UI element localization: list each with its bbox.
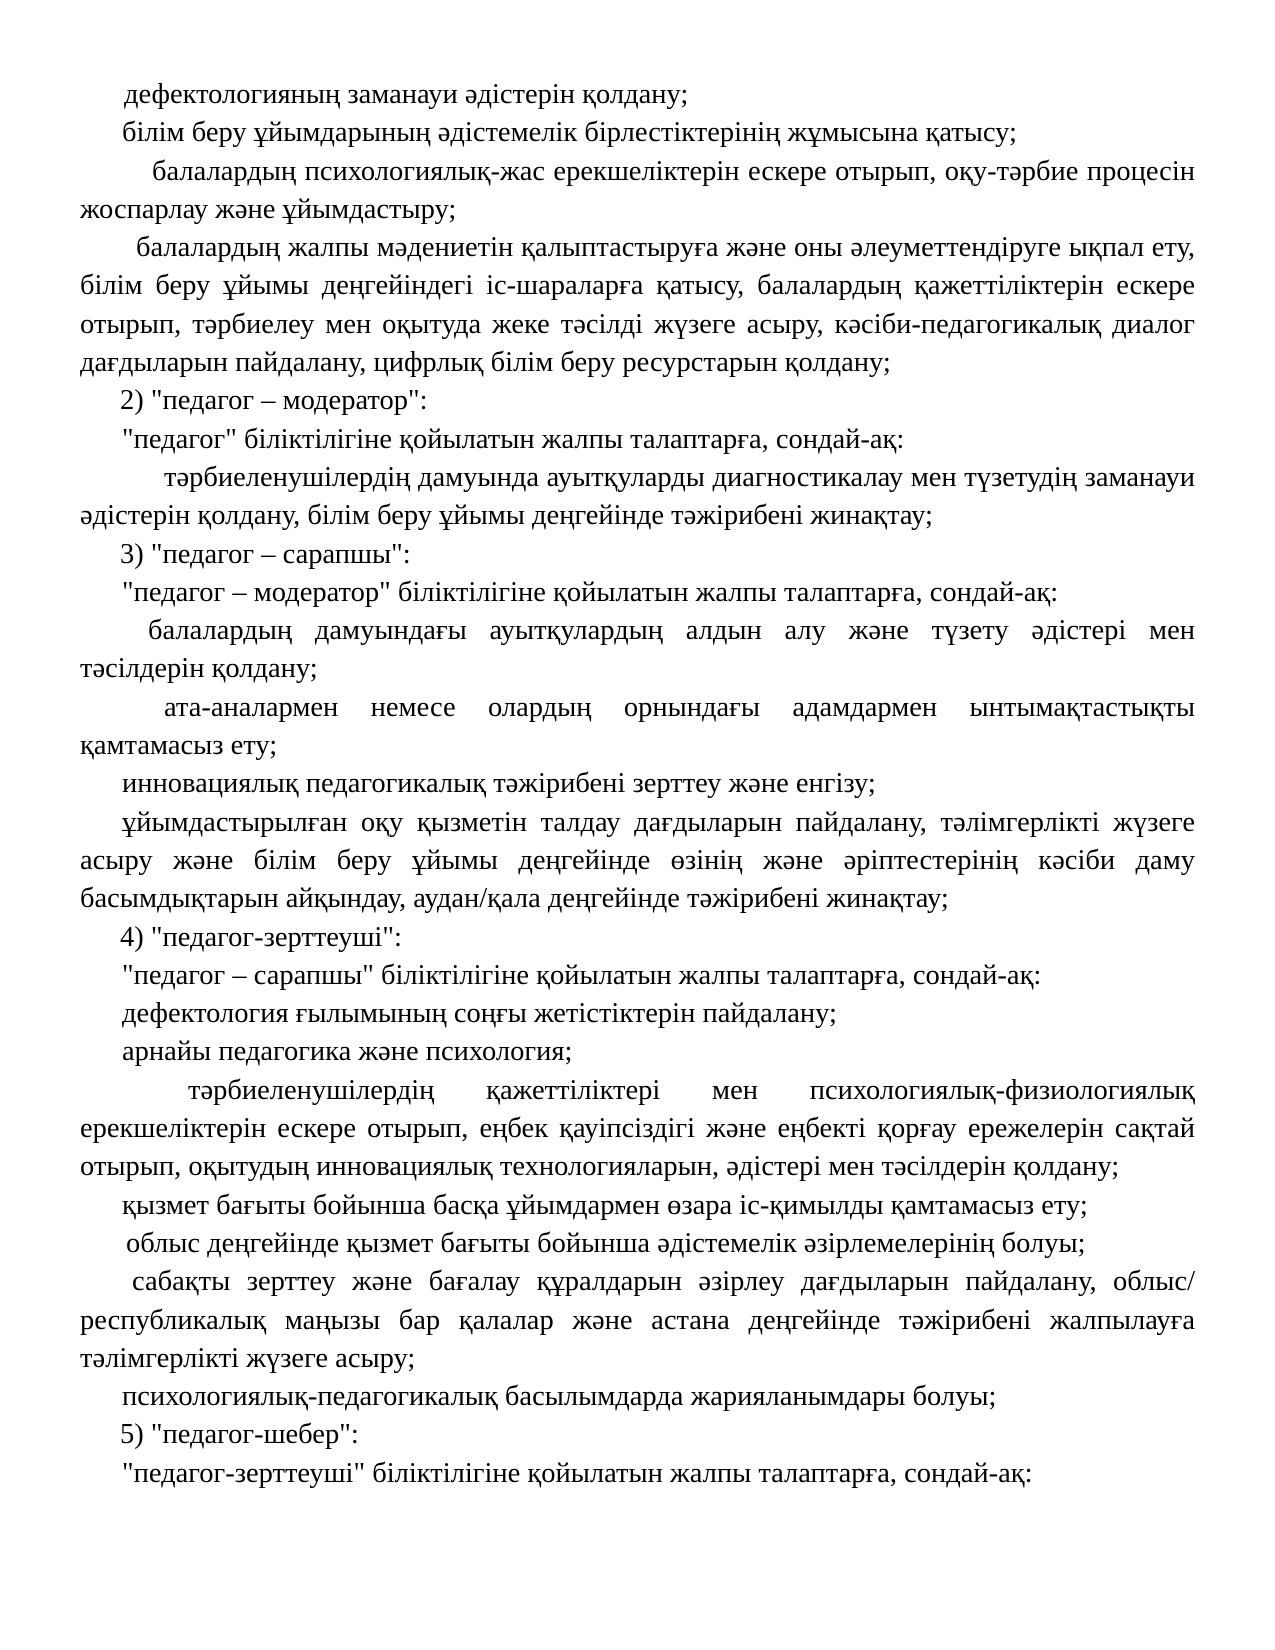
- paragraph: дефектологияның заманауи әдістерін қолдану;: [124, 79, 689, 110]
- paragraph: балалардың психологиялық-жас ерекшеліктерін ескере отырып, оқу-тәрбие процесін жоспарлау және ұйымдастыру;: [80, 155, 1195, 225]
- paragraph: 2) "педагог – модератор":: [120, 385, 428, 417]
- paragraph: 4) "педагог-зерттеуші":: [120, 921, 402, 953]
- paragraph: қызмет бағыты бойынша басқа ұйымдармен өзара іс-қимылды қамтамасыз ету;: [122, 1189, 1088, 1221]
- paragraph: 3) "педагог – сарапшы":: [120, 538, 411, 570]
- paragraph: білім беру ұйымдарының әдістемелік бірлестіктерінің жұмысына қатысу;: [122, 117, 1017, 149]
- paragraph: облыс деңгейінде қызмет бағыты бойынша әдістемелік әзірлемелерінің болуы;: [126, 1227, 1086, 1259]
- paragraph: "педагог – сарапшы" біліктілігіне қойылатын жалпы талаптарға, сондай-ақ:: [122, 959, 1042, 991]
- paragraph: арнайы педагогика және психология;: [122, 1036, 573, 1068]
- paragraph: "педагог – модератор" біліктілігіне қойылатын жалпы талаптарға, сондай-ақ:: [122, 576, 1059, 608]
- paragraph: дефектология ғылымының соңғы жетістіктерін пайдалану;: [122, 998, 837, 1030]
- paragraph: балалардың жалпы мәдениетін қалыптастыруға және оны әлеуметтендіруге ықпал ету, білім беру ұйымы деңгейіндегі іс-шараларға қатысу, балалардың қажеттіліктерін ескере отырып, тәрбиелеу мен оқытуда жеке тәсілді жүзеге асыру, кәсіби-педагогикалық диалог дағдыларын пайдалану, цифрлық білім беру ресурстарын қолдану;: [80, 232, 1195, 379]
- paragraph: тәрбиеленушілердің дамуында ауытқуларды диагностикалау мен түзетудің заманауи әдістерін қолдану, білім беру ұйымы деңгейінде тәжірибені жинақтау;: [80, 461, 1195, 532]
- paragraph: сабақты зерттеу және бағалау құралдарын әзірлеу дағдыларын пайдалану, облыс/республикалық маңызы бар қалалар және астана деңгейінде тәжірибені жалпылауға тәлімгерлікті жүзеге асыру;: [80, 1266, 1195, 1374]
- paragraph: "педагог" біліктілігіне қойылатын жалпы талаптарға, сондай-ақ:: [122, 423, 905, 455]
- paragraph: ата-аналармен немесе олардың орнындағы адамдармен ынтымақтастықты қамтамасыз ету;: [80, 691, 1195, 762]
- paragraph: ұйымдастырылған оқу қызметін талдау дағдыларын пайдалану, тәлімгерлікті жүзеге асыру және білім беру ұйымы деңгейінде өзінің және әріптестерінің кәсіби даму басымдықтарын айқындау, аудан/қала деңгейінде тәжірибені жинақтау;: [80, 806, 1195, 915]
- paragraph: психологиялық-педагогикалық басылымдарда жарияланымдары болуы;: [122, 1381, 997, 1413]
- paragraph: балалардың дамуындағы ауытқулардың алдын алу және түзету әдістері мен тәсілдерін қолдану;: [80, 615, 1195, 685]
- paragraph: 5) "педагог-шебер":: [120, 1419, 359, 1451]
- paragraph: "педагог-зерттеуші" біліктілігіне қойылатын жалпы талаптарға, сондай-ақ:: [122, 1457, 1033, 1489]
- paragraph: тәрбиеленушілердің қажеттіліктері мен психологиялық-физиологиялық ерекшеліктерін ескере отырып, еңбек қауіпсіздігі және еңбекті қорғау ережелерін сақтай отырып, оқытудың инновациялық технологияларын, әдістері мен тәсілдерін қолдану;: [80, 1074, 1195, 1183]
- paragraph: инновациялық педагогикалық тәжірибені зерттеу және енгізу;: [122, 768, 876, 800]
